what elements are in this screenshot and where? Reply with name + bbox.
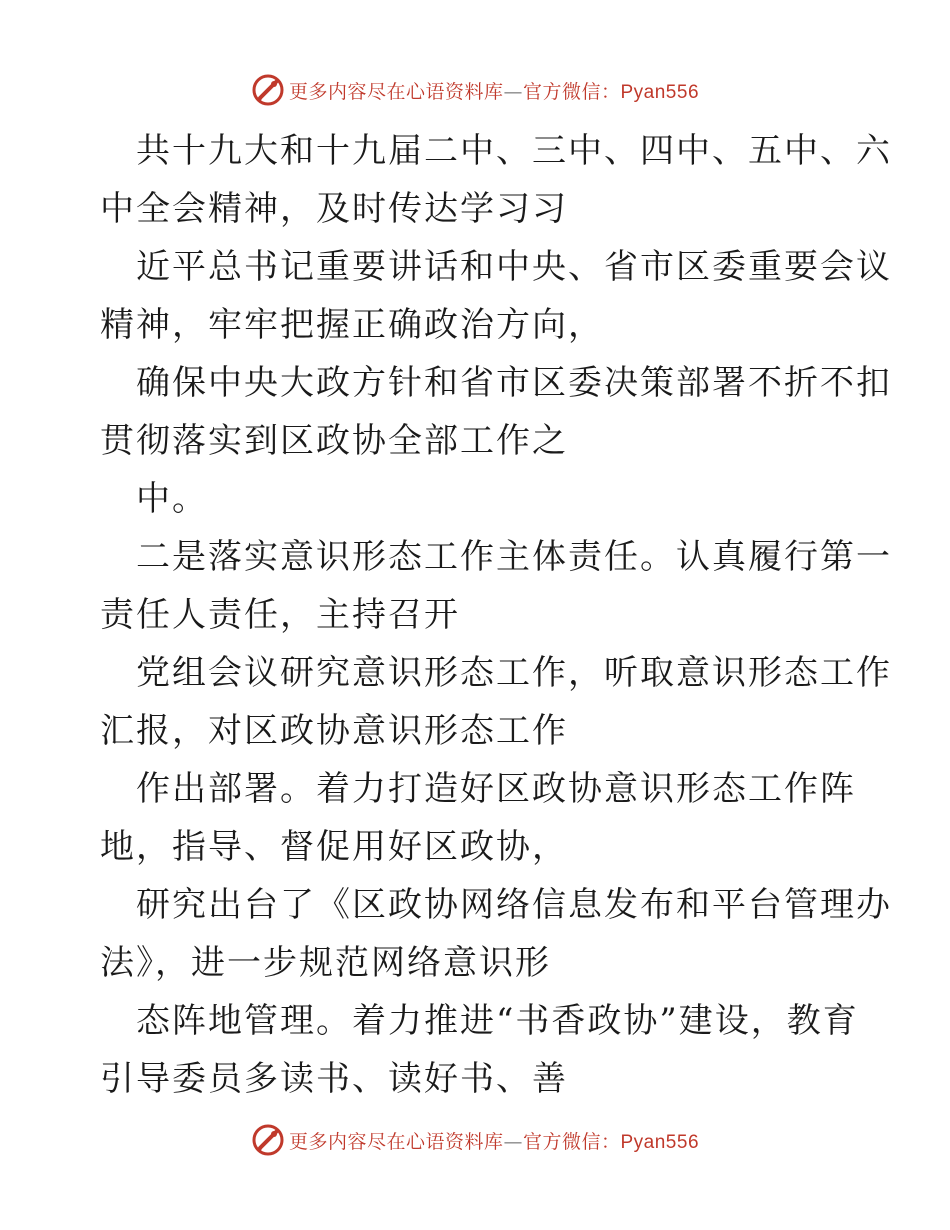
body-line: 作出部署。着力打造好区政协意识形态工作阵 <box>136 769 856 809</box>
body-line: 汇报，对区政协意识形态工作 <box>100 711 568 751</box>
watermark-official-text: 官方微信： <box>522 1130 621 1153</box>
watermark-account: Pyan556 <box>620 1131 700 1153</box>
body-line: 贯彻落实到区政协全部工作之 <box>100 421 568 461</box>
body-line: 态阵地管理。着力推进“书香政协”建设，教育 <box>136 1001 859 1041</box>
watermark-account: Pyan556 <box>620 81 700 103</box>
document-body <box>100 122 892 1108</box>
header-watermark <box>0 70 950 110</box>
body-line: 近平总书记重要讲话和中央、省市区委重要会议 <box>136 247 892 287</box>
pen-logo-icon <box>251 1123 285 1157</box>
body-line: 精神，牢牢把握正确政治方向， <box>100 305 604 345</box>
body-line: 共十九大和十九届二中、三中、四中、五中、六 <box>136 131 892 171</box>
body-line: 中。 <box>136 479 208 519</box>
body-line: 责任人责任，主持召开 <box>100 595 460 635</box>
body-line: 引导委员多读书、读好书、善 <box>100 1059 568 1099</box>
body-line: 中全会精神，及时传达学习习 <box>100 189 568 229</box>
watermark-main-text: 更多内容尽在心语资料库 <box>288 1130 504 1153</box>
body-line: 地，指导、督促用好区政协， <box>100 827 568 867</box>
body-line: 二是落实意识形态工作主体责任。认真履行第一 <box>136 537 892 577</box>
body-line: 确保中央大政方针和省市区委决策部署不折不扣 <box>136 363 892 403</box>
body-line: 研究出台了《区政协网络信息发布和平台管理办 <box>136 885 892 925</box>
pen-logo-icon <box>251 73 285 107</box>
watermark-official-text: 官方微信： <box>522 80 621 103</box>
watermark-main-text: 更多内容尽在心语资料库 <box>288 80 504 103</box>
watermark-text <box>289 1127 699 1154</box>
watermark-text <box>289 77 699 104</box>
body-line: 党组会议研究意识形态工作，听取意识形态工作 <box>136 653 892 693</box>
watermark-separator: — <box>503 80 523 103</box>
watermark-separator: — <box>503 1130 523 1153</box>
body-line: 法》，进一步规范网络意识形 <box>100 943 551 983</box>
footer-watermark <box>0 1120 950 1160</box>
